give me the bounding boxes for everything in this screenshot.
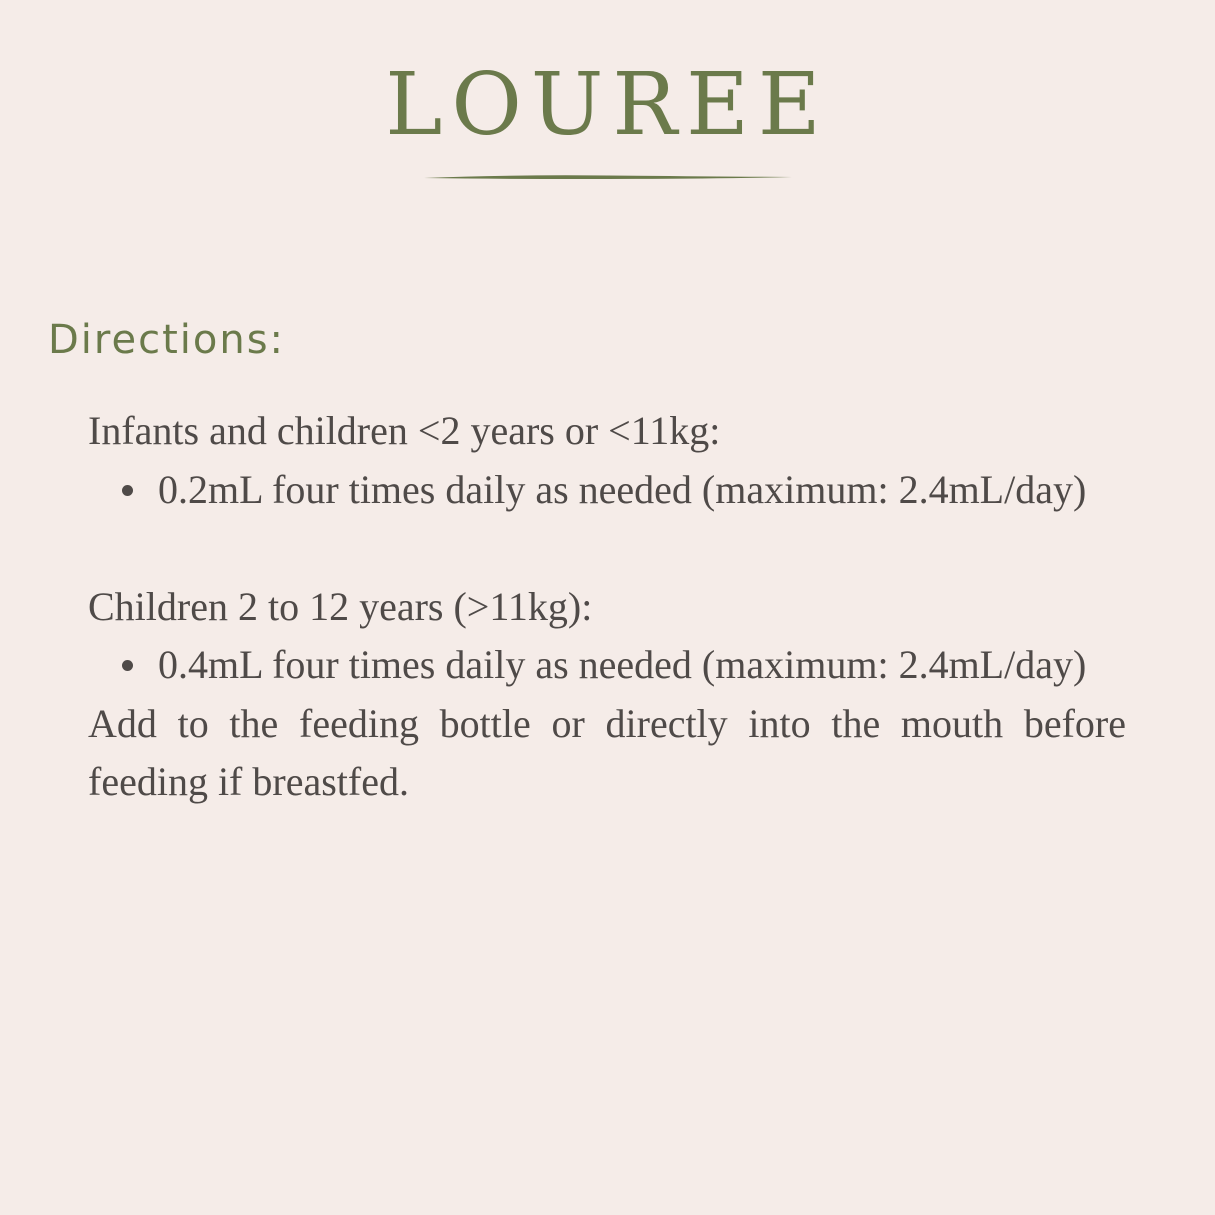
dosage-list — [88, 636, 1126, 695]
dosage-group-heading: Children 2 to 12 years (>11kg): — [88, 583, 593, 629]
bullet-icon — [122, 485, 133, 496]
dosage-text: 0.2mL four times daily as needed (maximum: 2.4mL/day) — [158, 466, 1087, 512]
dosage-group-children — [88, 578, 1126, 695]
dosage-group-infants — [88, 402, 1126, 519]
directions-heading: Directions: — [48, 317, 286, 363]
dosage-item — [158, 461, 1126, 520]
directions-body — [88, 402, 1126, 812]
bullet-icon — [122, 660, 133, 671]
dosage-list — [88, 461, 1126, 520]
dosage-item — [158, 636, 1126, 695]
dosage-text: 0.4mL four times daily as needed (maximum: 2.4mL/day) — [158, 642, 1087, 687]
dosage-group-heading: Infants and children <2 years or <11kg: — [88, 408, 721, 453]
brand-underline — [422, 171, 794, 183]
feeding-note: Add to the feeding bottle or directly into the mouth before feeding if breastfed. — [88, 700, 1126, 804]
brand-logo: LOUREE — [385, 55, 830, 155]
